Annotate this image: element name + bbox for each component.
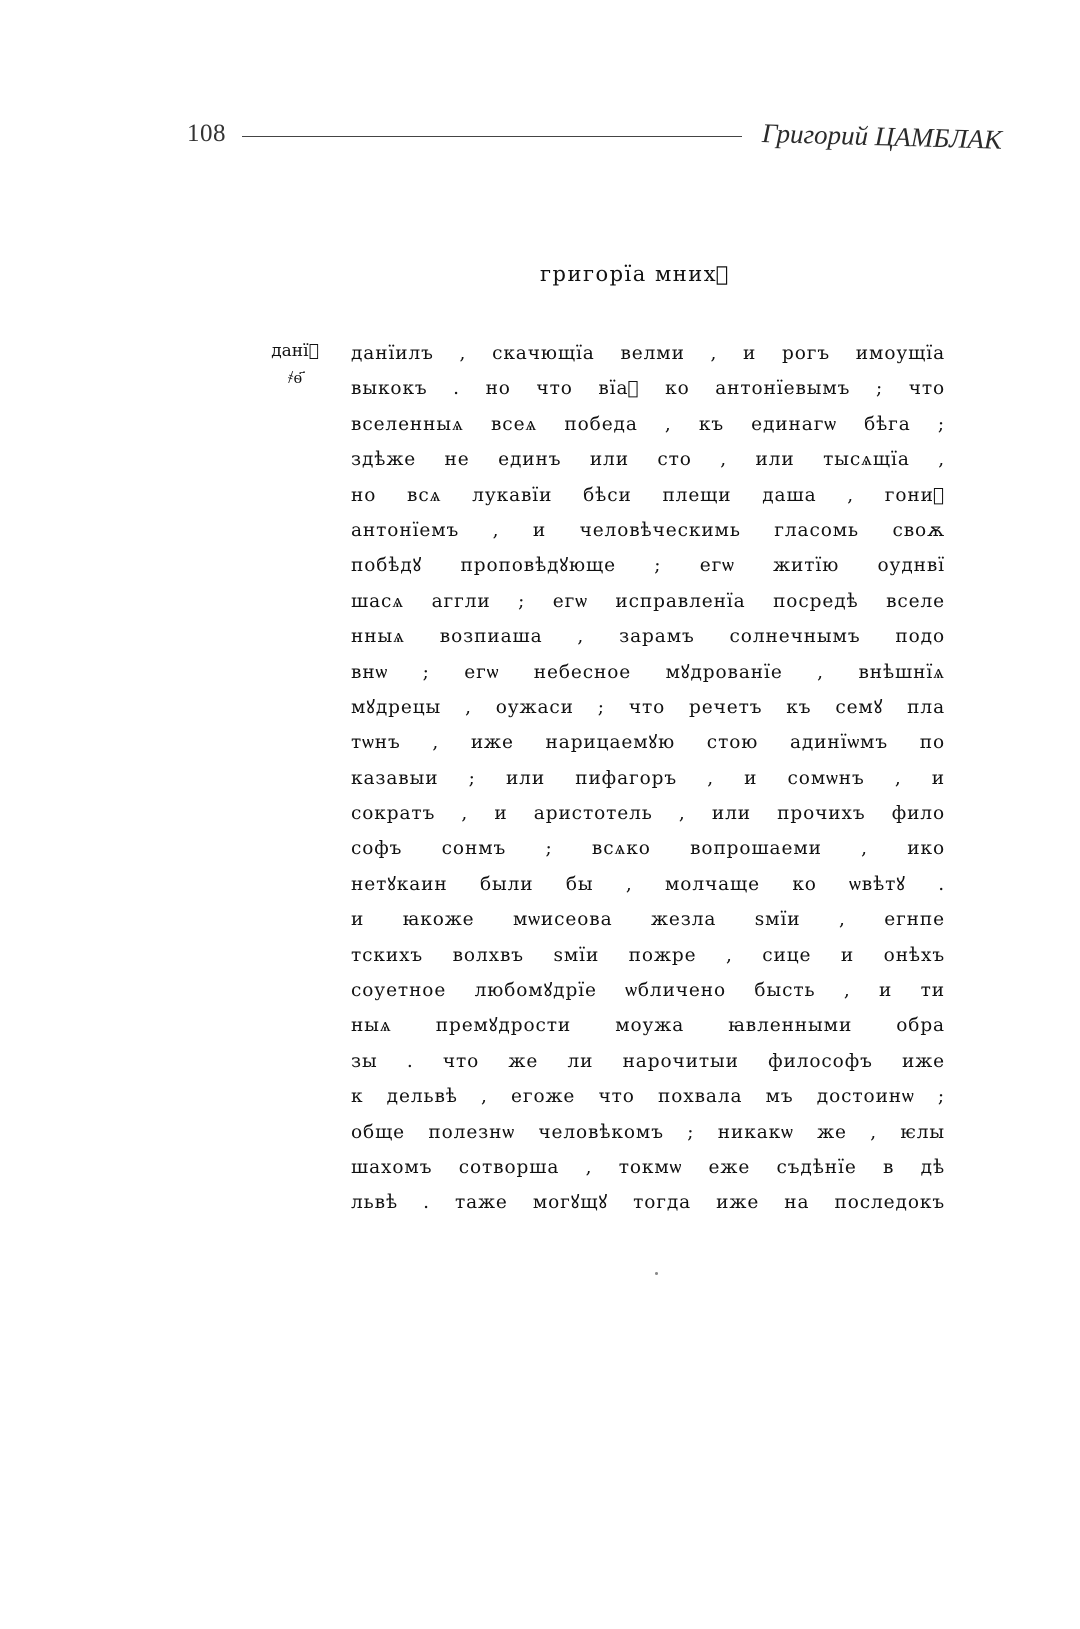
marginal-note-line: ҂ѳ҃: [287, 368, 303, 389]
manuscript-line: вселенныѧ всеѧ победа , къ единагѡ бѣга ;: [351, 413, 945, 435]
scan-speck: [655, 1272, 658, 1275]
manuscript-line: и ꙗкоже мѡисеова жезла ѕмїи , егнпе: [351, 909, 945, 931]
manuscript-line: мꙋдрецы , оужаси ; что речетъ къ семꙋ пла: [351, 696, 945, 718]
manuscript-line: нетꙋкаин были бы , молчаще ко ѡвѣтꙋ .: [351, 873, 945, 895]
manuscript-line: внѡ ; егѡ небесное мꙋдрованїе , внѣшнїѧ: [351, 661, 945, 683]
manuscript-line: тѡнъ , иже нарицаемꙋю стою адинїѡмъ по: [351, 732, 945, 754]
manuscript-line: шасѧ аггли ; егѡ исправленїа посредѣ вселе: [351, 590, 945, 612]
marginal-note-line: данїⷧ: [271, 341, 319, 361]
manuscript-line: казавыи ; или пифагоръ , и сомѡнъ , и: [351, 767, 945, 789]
manuscript-facsimile: [255, 250, 955, 1260]
manuscript-line: нныѧ возпиаша , зарамъ солнечнымъ подо: [351, 626, 945, 648]
manuscript-line: тскихъ волхвъ ѕмїи пожре , сице и онѣхъ: [351, 944, 945, 966]
manuscript-line: обще полезнѡ человѣкомъ ; никакѡ же , ѥлы: [351, 1121, 945, 1143]
manuscript-line: здѣже не единъ или сто , или тысѧщїа ,: [351, 449, 945, 471]
manuscript-line: соуетное любомꙋдрїе ѡбличено бысть , и ти: [351, 980, 945, 1002]
manuscript-line: сократъ , и аристотель , или прочихъ фило: [351, 803, 945, 825]
manuscript-line: зы . что же ли нарочитыи философъ иже: [351, 1050, 945, 1072]
header-rule: [242, 136, 742, 137]
manuscript-line: софъ сонмъ ; всѧко вопрошаеми , ико: [351, 838, 945, 860]
running-title: Григорий ЦАМБЛАК: [761, 118, 1003, 155]
manuscript-line: львѣ . таже могꙋщꙋ тогда иже на последокъ: [351, 1192, 945, 1214]
manuscript-heading: григорїа мнихⷯ: [540, 262, 730, 286]
marginal-note: [260, 338, 330, 392]
manuscript-line: шахомъ сотворша , токмѡ еже съдѣнїе в дѣ: [351, 1156, 945, 1178]
running-head: [187, 112, 1007, 172]
manuscript-line: выкокъ . но что вїаⷯ ко антонїевымъ ; что: [351, 378, 945, 400]
manuscript-line: но всѧ лукавїи бѣси плещи даша , гониⷨ: [351, 484, 945, 506]
manuscript-text: [351, 336, 945, 1221]
page-number: 108: [187, 120, 226, 147]
manuscript-line: к дельвѣ , егоже что похвала мъ достоинѡ ;: [351, 1086, 945, 1108]
manuscript-line: ныѧ премꙋдрости моужа ꙗвленными обра: [351, 1015, 945, 1037]
manuscript-line: данїилъ , скачющїа велми , и рогъ имоущїа: [351, 343, 945, 364]
manuscript-line: антонїемъ , и человѣческимь гласомь своѫ: [351, 519, 945, 541]
manuscript-line: побѣдꙋ проповѣдꙋюще ; егѡ житїю оуднвї: [351, 555, 945, 577]
